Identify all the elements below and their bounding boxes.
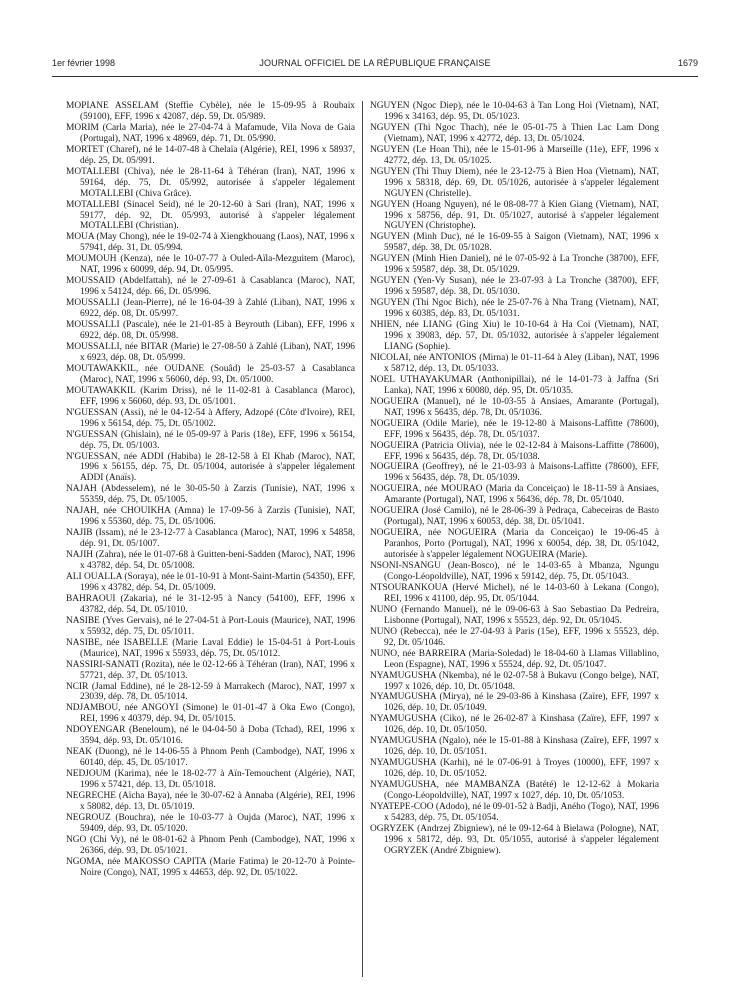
naturalization-entry: NGUYEN (Yen-Vy Susan), née le 23-07-93 à La Tronche (38700), EFF, 1996 x 59587, dép. 38, Dt. 05/1030. [370, 276, 659, 298]
naturalization-entry: NEGROUZ (Bouchra), née le 10-03-77 à Oujda (Maroc), NAT, 1996 x 59409, dép. 93, Dt. 05/1020. [66, 812, 355, 834]
naturalization-entry: NGUYEN (Ngoc Diep), née le 10-04-63 à Tan Long Hoi (Vietnam), NAT, 1996 x 34163, dép. 95, Dt. 05/1023. [370, 101, 659, 122]
naturalization-entry: NCIR (Jamal Eddine), né le 28-12-59 à Marrakech (Maroc), NAT, 1997 x 23039, dép. 78, Dt. 05/1014. [66, 681, 355, 703]
naturalization-entry: NEDJOUM (Karima), née le 18-02-77 à Aïn-Temouchent (Algérie), NAT, 1996 x 57421, dép. 13, Dt. 05/1018. [66, 769, 355, 791]
naturalization-entry: NGUYEN (Le Hoan Thi), née le 15-01-96 à Marseille (11e), EFF, 1996 x 42772, dép. 13, Dt. 05/1025. [370, 144, 659, 166]
naturalization-entry: NASIBE (Yves Gervais), né le 27-04-51 à Port-Louis (Maurice), NAT, 1996 x 55932, dép. 75, Dt. 05/1011. [66, 615, 355, 637]
naturalization-entry: NOGUEIRA (Manuel), né le 10-03-55 à Ansiaes, Amarante (Portugal), NAT, 1996 x 56435, dép. 78, Dt. 05/1036. [370, 396, 659, 418]
naturalization-entry: NASIBE, née ISABELLE (Marie Laval Eddie) le 15-04-51 à Port-Louis (Maurice), NAT, 1996 x 55933, dép. 75, Dt. 05/1012. [66, 637, 355, 659]
naturalization-entry: NAJIB (Issam), né le 23-12-77 à Casablanca (Maroc), NAT, 1996 x 54858, dép. 91, Dt. 05/1007. [66, 528, 355, 550]
naturalization-entry: NEAK (Duong), né le 14-06-55 à Phnom Penh (Cambodge), NAT, 1996 x 60140, dép. 45, Dt. 05/1017. [66, 747, 355, 769]
naturalization-entry: MOUSSALLI, née BITAR (Marie) le 27-08-50 à Zahlé (Liban), NAT, 1996 x 6923, dép. 08, Dt. 05/999. [66, 341, 355, 363]
naturalization-entry: NOGUEIRA (Patricia Olivia), née le 02-12-84 à Maisons-Laffitte (78600), EFF, 1996 x 56435, dép. 78, Dt. 05/1038. [370, 440, 659, 462]
naturalization-entry: MORIM (Carla Maria), née le 27-04-74 à Mafamude, Vila Nova de Gaia (Portugal), NAT, 1996 x 48969, dép. 71, Dt. 05/990. [66, 122, 355, 144]
naturalization-entry: NTSOURANKOUA (Hervé Michel), né le 14-03-60 à Lekana (Congo), REI, 1996 x 41100, dép. 95, Dt. 05/1044. [370, 582, 659, 604]
naturalization-entry: MORTET (Charef), né le 14-07-48 à Chelaïa (Algérie), REI, 1996 x 58937, dép. 25, Dt. 05/991. [66, 144, 355, 166]
page-header [52, 56, 698, 72]
naturalization-entry: N'GUESSAN (Assi), né le 04-12-54 à Affery, Adzopé (Côte d'Ivoire), REI, 1996 x 56154, dép. 75, Dt. 05/1002. [66, 407, 355, 429]
naturalization-entry: MOTALLEBI (Sinacel Seid), né le 20-12-60 à Sari (Iran), NAT, 1996 x 59177, dép. 92, Dt. 05/993, autorisé à s'appeler légalement MOTALLEBI (Christian). [66, 199, 355, 232]
naturalization-entry: OGRYZEK (Andrzej Zbigniew), né le 09-12-64 à Bielawa (Pologne), NAT, 1996 x 58172, dép. 93, Dt. 05/1055, autorisé à s'appeler légalement OGRYZEK (André Zbigniew). [370, 823, 659, 856]
naturalization-entry: NYATEPE-COO (Adodo), né le 09-01-52 à Badji, Aného (Togo), NAT, 1996 x 54283, dép. 75, Dt. 05/1054. [370, 802, 659, 823]
naturalization-entry: MOUSSALLI (Jean-Pierre), né le 16-04-39 à Zahlé (Liban), NAT, 1996 x 6922, dép. 08, Dt. 05/997. [66, 298, 355, 320]
naturalization-entry: MOUTAWAKKIL (Karim Driss), né le 11-02-81 à Casablanca (Maroc), EFF, 1996 x 56060, dép. 93, Dt. 05/1001. [66, 385, 355, 407]
naturalization-entry: NOGUEIRA, née MOURAO (Maria da Conceiçao) le 18-11-59 à Ansiaes, Amarante (Portugal), NAT, 1996 x 56436, dép. 78, Dt. 05/1040. [370, 484, 659, 506]
naturalization-entry: MOPIANE ASSELAM (Steffie Cybèle), née le 15-09-95 à Roubaix (59100), EFF, 1996 x 42087, dép. 59, Dt. 05/989. [66, 101, 355, 122]
naturalization-entry: NOGUEIRA (Odile Marie), née le 19-12-80 à Maisons-Laffitte (78600), EFF, 1996 x 56435, dép. 78, Dt. 05/1037. [370, 418, 659, 440]
naturalization-entry: NGUYEN (Thi Ngoc Bich), née le 25-07-76 à Nha Trang (Vietnam), NAT, 1996 x 60385, dép. 83, Dt. 05/1031. [370, 298, 659, 320]
naturalization-entry: NGO (Chi Vy), né le 08-01-62 à Phnom Penh (Cambodge), NAT, 1996 x 26366, dép. 93, Dt. 05/1021. [66, 834, 355, 856]
naturalization-entry: NYAMUGUSHA (Ciko), né le 26-02-87 à Kinshasa (Zaïre), EFF, 1997 x 1026, dép. 10, Dt. 05/1050. [370, 714, 659, 736]
naturalization-entry: NGUYEN (Minh Hien Daniel), né le 07-05-92 à La Tronche (38700), EFF, 1996 x 59587, dép. 38, Dt. 05/1029. [370, 254, 659, 276]
naturalization-entry: NYAMUGUSHA, née MAMBANZA (Batété) le 12-12-62 à Mokaria (Congo-Léopoldville), NAT, 1997 x 1027, dép. 10, Dt. 05/1053. [370, 780, 659, 802]
naturalization-entry: ALI OUALLA (Soraya), née le 01-10-91 à Mont-Saint-Martin (54350), EFF, 1996 x 43782, dép. 54, Dt. 05/1009. [66, 571, 355, 593]
left-column [66, 101, 355, 879]
naturalization-entry: NOGUEIRA (José Camilo), né le 28-06-39 à Pedraça, Cabeceiras de Basto (Portugal), NAT, 1996 x 60053, dép. 38, Dt. 05/1041. [370, 506, 659, 528]
naturalization-entry: MOTALLEBI (Chiva), née le 28-11-64 à Téhéran (Iran), NAT, 1996 x 59164, dép. 75, Dt. 05/992, autorisée à s'appeler légalement MOTALLEBI (Chiva Grâce). [66, 166, 355, 199]
naturalization-entry: NASSIRI-SANATI (Rozita), née le 02-12-66 à Téhéran (Iran), NAT, 1996 x 57721, dép. 37, Dt. 05/1013. [66, 659, 355, 681]
naturalization-entry: NDOYENGAR (Beneloum), né le 04-04-50 à Doba (Tchad), REI, 1996 x 3594, dép. 93, Dt. 05/1016. [66, 725, 355, 747]
naturalization-entry: NGUYEN (Hoang Nguyen), né le 08-08-77 à Kien Giang (Vietnam), NAT, 1996 x 58756, dép. 91, Dt. 05/1027, autorisé à s'appeler légalement NGUYEN (Christophe). [370, 199, 659, 232]
naturalization-entry: NUNO (Fernando Manuel), né le 09-06-63 à Sao Sebastiao Da Pedreira, Lisbonne (Portugal), NAT, 1996 x 55523, dép. 92, Dt. 05/1045. [370, 604, 659, 626]
naturalization-entry: MOUMOUH (Kenza), née le 10-07-77 à Ouled-Aïla-Mezguitem (Maroc), NAT, 1996 x 60099, dép. 94, Dt. 05/995. [66, 254, 355, 276]
column-divider [362, 101, 363, 977]
naturalization-entry: NUNO (Rebecca), née le 27-04-93 à Paris (15e), EFF, 1996 x 55523, dép. 92, Dt. 05/1046. [370, 626, 659, 648]
naturalization-entry: MOUTAWAKKIL, née OUDANE (Souâd) le 25-03-57 à Casablanca (Maroc), NAT, 1996 x 56060, dép. 93, Dt. 05/1000. [66, 363, 355, 385]
naturalization-entry: NDJAMBOU, née ANGOYI (Simone) le 01-01-47 à Oka Ewo (Congo), REI, 1996 x 40379, dép. 94, Dt. 05/1015. [66, 703, 355, 725]
naturalization-entry: NYAMUGUSHA (Nkemba), né le 02-07-58 à Bukavu (Congo belge), NAT, 1997 x 1026, dép. 10, Dt. 05/1048. [370, 670, 659, 692]
naturalization-entry: NAJAH (Abdesselem), né le 30-05-50 à Zarzis (Tunisie), NAT, 1996 x 55359, dép. 75, Dt. 05/1005. [66, 484, 355, 506]
naturalization-entry: MOUSSAID (Abdelfattah), né le 27-09-61 à Casablanca (Maroc), NAT, 1996 x 54124, dép. 66, Dt. 05/996. [66, 276, 355, 298]
naturalization-entry: MOUSSALLI (Pascale), née le 21-01-85 à Beyrouth (Liban), EFF, 1996 x 6922, dép. 08, Dt. 05/998. [66, 320, 355, 342]
naturalization-entry: NGUYEN (Minh Duc), né le 16-09-55 à Saigon (Vietnam), NAT, 1996 x 59587, dép. 38, Dt. 05/1028. [370, 232, 659, 254]
naturalization-entry: NGUYEN (Thi Thuy Diem), née le 23-12-75 à Bien Hoa (Vietnam), NAT, 1996 x 58318, dép. 69, Dt. 05/1026, autorisée à s'appeler légalement NGUYEN (Christelle). [370, 166, 659, 199]
naturalization-entry: NHIEN, née LIANG (Ging Xiu) le 10-10-64 à Ha Coi (Vietnam), NAT, 1996 x 39083, dép. 57, Dt. 05/1032, autorisée à s'appeler légalement LIANG (Sophie). [370, 320, 659, 352]
naturalization-entry: NGUYEN (Thi Ngoc Thach), née le 05-01-75 à Thien Lac Lam Dong (Vietnam), NAT, 1996 x 42772, dép. 13, Dt. 05/1024. [370, 122, 659, 144]
right-column [370, 101, 659, 857]
naturalization-entry: NEGRECHE (Aïcha Baya), née le 30-07-62 à Annaba (Algérie), REI, 1996 x 58082, dép. 13, Dt. 05/1019. [66, 791, 355, 812]
naturalization-entry: NOEL UTHAYAKUMAR (Anthonipillai), né le 14-01-73 à Jaffna (Sri Lanka), NAT, 1996 x 60080, dép. 95, Dt. 05/1035. [370, 374, 659, 396]
naturalization-entry: NSONI-NSANGU (Jean-Bosco), né le 14-03-65 à Mbanza, Ngungu (Congo-Léopoldville), NAT, 1996 x 59142, dép. 75, Dt. 05/1043. [370, 561, 659, 582]
naturalization-entry: NICOLAI, née ANTONIOS (Mirna) le 01-11-64 à Aley (Liban), NAT, 1996 x 58712, dép. 13, Dt. 05/1033. [370, 352, 659, 374]
naturalization-entry: BAHRAOUI (Zakaria), né le 31-12-95 à Nancy (54100), EFF, 1996 x 43782, dép. 54, Dt. 05/1010. [66, 593, 355, 615]
naturalization-entry: NOGUEIRA, née NOGUEIRA (Maria da Conceiçao) le 19-06-45 à Paranhos, Porto (Portugal), NAT, 1996 x 60054, dép. 38, Dt. 05/1042, autorisée à s'appeler légalement NOGUEIRA (Marie). [370, 528, 659, 561]
naturalization-entry: NYAMUGUSHA (Mirya), né le 29-03-86 à Kinshasa (Zaïre), EFF, 1997 x 1026, dép. 10, Dt. 05/1049. [370, 692, 659, 714]
naturalization-entry: N'GUESSAN (Ghislain), né le 05-09-97 à Paris (18e), EFF, 1996 x 56154, dép. 75, Dt. 05/1003. [66, 429, 355, 451]
naturalization-entry: N'GUESSAN, née ADDI (Habiba) le 28-12-58 à El Khab (Maroc), NAT, 1996 x 56155, dép. 75, Dt. 05/1004, autorisée à s'appeler légalement ADDI (Anaïs). [66, 451, 355, 484]
naturalization-entry: NYAMUGUSHA (Karhi), né le 07-06-91 à Troyes (10000), EFF, 1997 x 1026, dép. 10, Dt. 05/1052. [370, 758, 659, 780]
naturalization-entry: NAJIH (Zahra), née le 01-07-68 à Guitten-beni-Sadden (Maroc), NAT, 1996 x 43782, dép. 54, Dt. 05/1008. [66, 550, 355, 572]
naturalization-entry: NGOMA, née MAKOSSO CAPITA (Marie Fatima) le 20-12-70 à Pointe-Noire (Congo), NAT, 1995 x 44653, dép. 92, Dt. 05/1022. [66, 856, 355, 878]
page-number: 1679 [677, 58, 698, 68]
naturalization-entry: NOGUEIRA (Geoffrey), né le 21-03-93 à Maisons-Laffitte (78600), EFF, 1996 x 56435, dép. 78, Dt. 05/1039. [370, 462, 659, 484]
naturalization-entry: MOUA (May Chong), née le 19-02-74 à Xiengkhouang (Laos), NAT, 1996 x 57941, dép. 31, Dt. 05/994. [66, 232, 355, 254]
naturalization-entry: NYAMUGUSHA (Ngalo), née le 15-01-88 à Kinshasa (Zaïre), EFF, 1997 x 1026, dép. 10, Dt. 05/1051. [370, 736, 659, 758]
issue-date: 1er février 1998 [52, 58, 116, 68]
naturalization-entry: NUNO, née BARREIRA (Maria-Soledad) le 18-04-60 à Llamas Villablino, Leon (Espagne), NAT, 1996 x 55524, dép. 92, Dt. 05/1047. [370, 648, 659, 670]
header-rule [52, 76, 698, 77]
naturalization-entry: NAJAH, née CHOUIKHA (Amna) le 17-09-56 à Zarzis (Tunisie), NAT, 1996 x 55360, dép. 75, Dt. 05/1006. [66, 506, 355, 528]
journal-title: JOURNAL OFFICIEL DE LA RÉPUBLIQUE FRANÇAISE [259, 58, 491, 68]
